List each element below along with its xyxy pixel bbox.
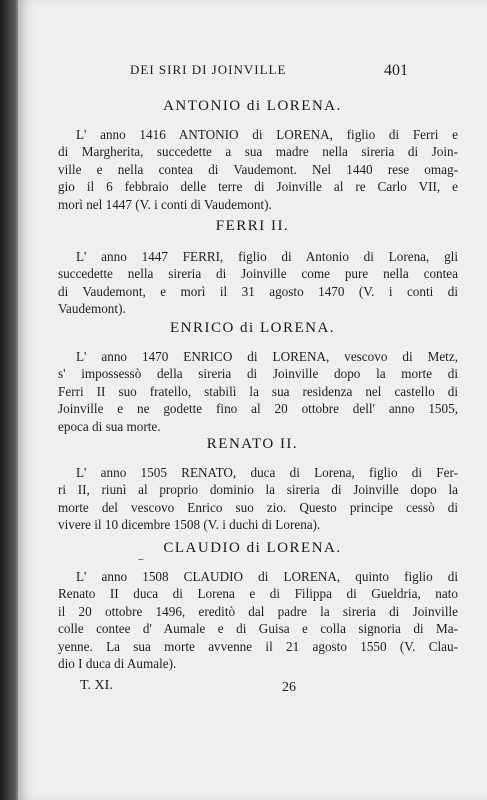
text-line: colle contee d' Aumale e di Guisa e colla signoria di Ma-	[58, 621, 458, 637]
section-paragraph	[58, 248, 458, 318]
section-paragraph	[58, 348, 458, 435]
section-heading: ANTONIO di LORENA.	[163, 98, 342, 114]
book-page	[18, 0, 487, 800]
text-line: Joinville e ne godette fino al 20 ottobre dell' anno 1505,	[58, 401, 458, 417]
section-heading: RENATO II.	[206, 436, 299, 452]
text-line: il 20 ottobre 1496, ereditò dal padre la sireria di Joinville	[58, 603, 458, 619]
text-line: succedette nella sireria di Joinville come pure nella contea	[58, 266, 458, 282]
text-line: L' anno 1416 ANTONIO di LORENA, figlio di Ferri e	[76, 127, 458, 142]
text-line: dio I duca di Aumale).	[58, 656, 177, 672]
text-line: L' anno 1505 RENATO, duca di Lorena, figlio di Fer-	[76, 465, 458, 480]
text-line: L' anno 1470 ENRICO di LORENA, vescovo di Metz,	[76, 349, 458, 364]
page-number: 401	[384, 62, 408, 79]
section-paragraph	[58, 126, 458, 213]
text-line: morì nel 1447 (V. i conti di Vaudemont).	[58, 196, 272, 212]
text-line: ville e nella contea di Vaudemont. Nel 1440 rese omag-	[58, 161, 458, 177]
section-paragraph	[58, 568, 458, 672]
text-line: di Vaudemont, e morì il 31 agosto 1470 (V. i conti di	[58, 283, 458, 299]
section-heading: ENRICO di LORENA.	[169, 320, 336, 336]
text-line: di Margherita, succedette a sua madre nella sireria di Join-	[58, 144, 458, 160]
text-line: gio il 6 febbraio delle terre di Joinville al re Carlo VII, e	[58, 179, 458, 195]
signature-mark: 26	[282, 680, 296, 695]
text-line: L' anno 1508 CLAUDIO di LORENA, quinto figlio di	[76, 569, 458, 584]
running-title: DEI SIRI DI JOINVILLE	[130, 62, 287, 77]
text-line: morte del vescovo Enrico suo zio. Questo principe cessò di	[58, 499, 458, 515]
text-line: vivere il 10 dicembre 1508 (V. i duchi di Lorena).	[58, 517, 321, 533]
section-heading: CLAUDIO di LORENA.	[163, 540, 342, 556]
text-line: L' anno 1447 FERRI, figlio di Antonio di Lorena, gli	[76, 249, 458, 264]
decorative-dash: –	[138, 552, 144, 566]
text-line: Renato II duca di Lorena e di Filippa di Gueldria, nato	[58, 586, 458, 602]
text-line: epoca di sua morte.	[58, 418, 161, 434]
section-paragraph	[58, 464, 458, 534]
book-gutter-shadow	[0, 0, 18, 800]
section-heading: FERRI II.	[215, 218, 290, 234]
volume-marker: T. XI.	[80, 678, 113, 693]
text-line: Vaudemont).	[58, 301, 126, 317]
text-line: ri II, riunì al proprio dominio la sireria di Joinville dopo la	[58, 482, 458, 498]
text-line: s' impossessò della sireria di Joinville dopo la morte di	[58, 366, 458, 382]
text-line: yenne. La sua morte avvenne il 21 agosto 1550 (V. Clau-	[58, 638, 458, 654]
text-line: Ferri II suo fratello, stabilì la sua residenza nel castello di	[58, 383, 458, 399]
